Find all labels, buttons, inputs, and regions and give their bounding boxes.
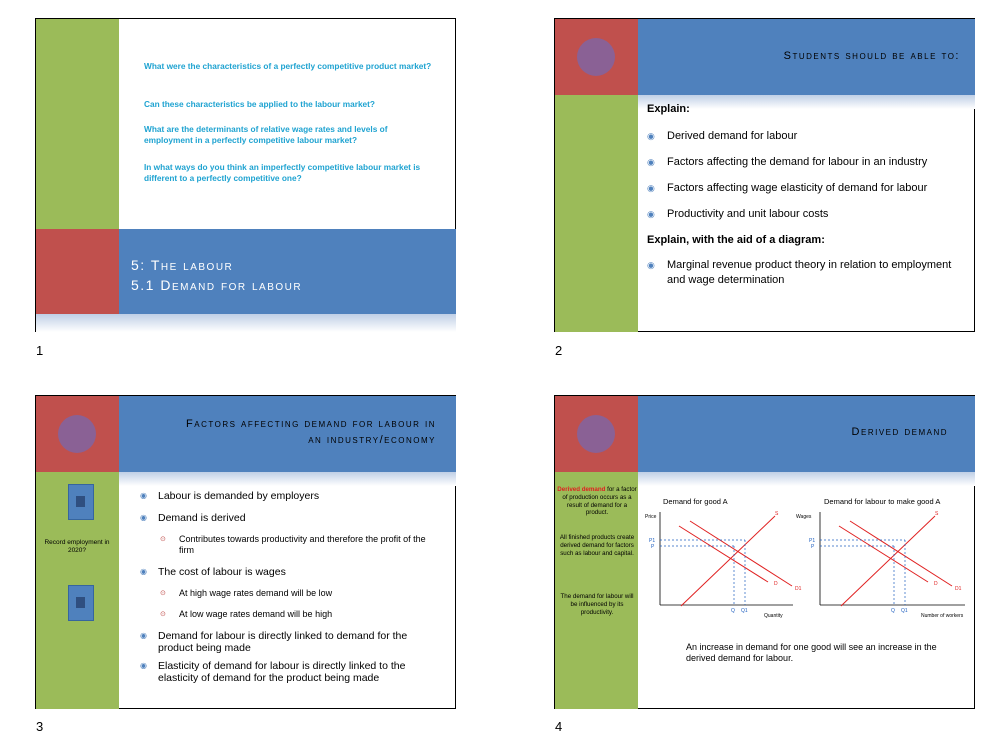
bullet-item: ◉ Elasticity of demand for labour is directly linked to the elasticity of demand for the product being made bbox=[140, 660, 406, 684]
green-side-panel bbox=[555, 95, 638, 332]
p1-label: P1 bbox=[809, 538, 816, 544]
highlight-term: Derived demand bbox=[557, 486, 606, 493]
bullet-item: ◉ Marginal revenue product theory in relation to employment and wage determination bbox=[647, 259, 952, 286]
bullet-icon: ◉ bbox=[647, 131, 655, 141]
x-axis-label: Quantity bbox=[764, 613, 783, 619]
question-3: What are the determinants of relative wage rates and levels of employment in a perfectly competitive labour market? bbox=[144, 124, 388, 145]
x-axis-label: Number of workers bbox=[921, 613, 964, 619]
y-axis-label: Price bbox=[645, 514, 657, 520]
demand-curve-shifted bbox=[690, 521, 792, 586]
header-fade bbox=[119, 472, 456, 486]
red-corner-block bbox=[36, 229, 119, 314]
question-4: In what ways do you think an imperfectly competitive labour market is different to a perfectly competitive one? bbox=[144, 162, 421, 183]
green-side-panel bbox=[36, 19, 119, 229]
s-label: S bbox=[935, 511, 939, 517]
side-definition bbox=[557, 486, 637, 517]
demand-curve bbox=[839, 526, 928, 582]
q1-label: Q1 bbox=[901, 608, 908, 614]
bullet-icon: ◉ bbox=[647, 157, 655, 167]
supply-curve bbox=[841, 516, 935, 606]
graph-left bbox=[643, 506, 803, 621]
bottom-fade bbox=[36, 314, 456, 332]
d1-label: D1 bbox=[955, 586, 962, 592]
side-text-2: All finished products create derived demand for factors such as labour and capital. bbox=[559, 534, 635, 557]
bullet-item: ◉ Factors affecting the demand for labour in an industry bbox=[647, 156, 928, 168]
supply-curve bbox=[681, 516, 775, 606]
side-caption: Record employment in 2020? bbox=[44, 539, 110, 554]
bullet-icon: ◉ bbox=[140, 661, 147, 670]
sub-bullet-item: ⊙ Contributes towards productivity and therefore the profit of the firm bbox=[160, 534, 426, 555]
bullet-icon: ◉ bbox=[647, 183, 655, 193]
bullet-item: ◉ The cost of labour is wages bbox=[140, 566, 286, 578]
bullet-icon: ◉ bbox=[140, 567, 147, 576]
diagram-label: Explain, with the aid of a diagram: bbox=[647, 234, 825, 246]
d-label: D bbox=[774, 581, 778, 587]
slide-title-line-2: 5.1 Demand for labour bbox=[131, 277, 303, 293]
d-label: D bbox=[934, 581, 938, 587]
p1-label: P1 bbox=[649, 538, 656, 544]
d1-label: D1 bbox=[795, 586, 802, 592]
sub-bullet-icon: ⊙ bbox=[160, 611, 166, 618]
q-label: Q bbox=[731, 608, 735, 614]
slide-header: Derived demand bbox=[851, 426, 948, 438]
bullet-item: ◉ Productivity and unit labour costs bbox=[647, 208, 829, 220]
slide-number-3: 3 bbox=[36, 719, 44, 734]
slide-1[interactable] bbox=[35, 18, 456, 332]
bullet-item: ◉ Derived demand for labour bbox=[647, 130, 798, 142]
p-label: P bbox=[651, 544, 655, 550]
slide-3[interactable] bbox=[35, 395, 456, 709]
sub-bullet-item: ⊙ At low wage rates demand will be high bbox=[160, 609, 333, 619]
slide-header: Students should be able to: bbox=[783, 50, 960, 62]
header-fade bbox=[638, 472, 975, 486]
bullet-icon: ◉ bbox=[140, 513, 147, 522]
demand-curve bbox=[679, 526, 768, 582]
demand-curve-shifted bbox=[850, 521, 952, 586]
explain-label: Explain: bbox=[647, 103, 690, 115]
definition-text: for a factor of production occurs as a result of demand for a product. bbox=[562, 486, 637, 517]
question-2: Can these characteristics be applied to the labour market? bbox=[144, 99, 376, 109]
question-1: What were the characteristics of a perfectly competitive product market? bbox=[144, 61, 432, 71]
slide-4[interactable] bbox=[554, 395, 975, 709]
conclusion-text: An increase in demand for one good will see an increase in the derived demand for labour. bbox=[686, 642, 937, 663]
q-label: Q bbox=[891, 608, 895, 614]
circle-ornament bbox=[58, 415, 96, 453]
bullet-icon: ◉ bbox=[140, 491, 147, 500]
s-label: S bbox=[775, 511, 779, 517]
slide-2[interactable] bbox=[554, 18, 975, 332]
bullet-item: ◉ Factors affecting wage elasticity of demand for labour bbox=[647, 182, 928, 194]
bullet-item: ◉ Labour is demanded by employers bbox=[140, 490, 320, 502]
circle-ornament bbox=[577, 415, 615, 453]
slide-title-line-1: 5: The labour bbox=[131, 257, 234, 273]
sub-bullet-icon: ⊙ bbox=[160, 536, 166, 543]
bullet-icon: ◉ bbox=[140, 631, 147, 640]
slide-header bbox=[146, 416, 436, 448]
circle-ornament bbox=[577, 38, 615, 76]
slide-number-2: 2 bbox=[555, 343, 563, 358]
sub-bullet-item: ⊙ At high wage rates demand will be low bbox=[160, 588, 333, 598]
bullet-icon: ◉ bbox=[647, 260, 655, 270]
y-axis-label: Wages bbox=[796, 514, 812, 520]
slide-number-4: 4 bbox=[555, 719, 563, 734]
graph-right bbox=[796, 506, 971, 621]
bullet-item: ◉ Demand is derived bbox=[140, 512, 246, 524]
header-line-2: an industry/economy bbox=[308, 434, 436, 446]
graph-left-title: Demand for good A bbox=[663, 497, 728, 506]
header-line-1: Factors affecting demand for labour in bbox=[186, 418, 436, 430]
side-text-3: The demand for labour will be influenced by its productivity. bbox=[560, 593, 634, 616]
graph-right-title: Demand for labour to make good A bbox=[824, 497, 941, 506]
p-label: P bbox=[811, 544, 815, 550]
slide-number-1: 1 bbox=[36, 343, 44, 358]
document-icon bbox=[68, 484, 94, 520]
document-icon bbox=[68, 585, 94, 621]
bullet-icon: ◉ bbox=[647, 209, 655, 219]
bullet-item: ◉ Demand for labour is directly linked to demand for the product being made bbox=[140, 630, 408, 654]
q1-label: Q1 bbox=[741, 608, 748, 614]
sub-bullet-icon: ⊙ bbox=[160, 590, 166, 597]
